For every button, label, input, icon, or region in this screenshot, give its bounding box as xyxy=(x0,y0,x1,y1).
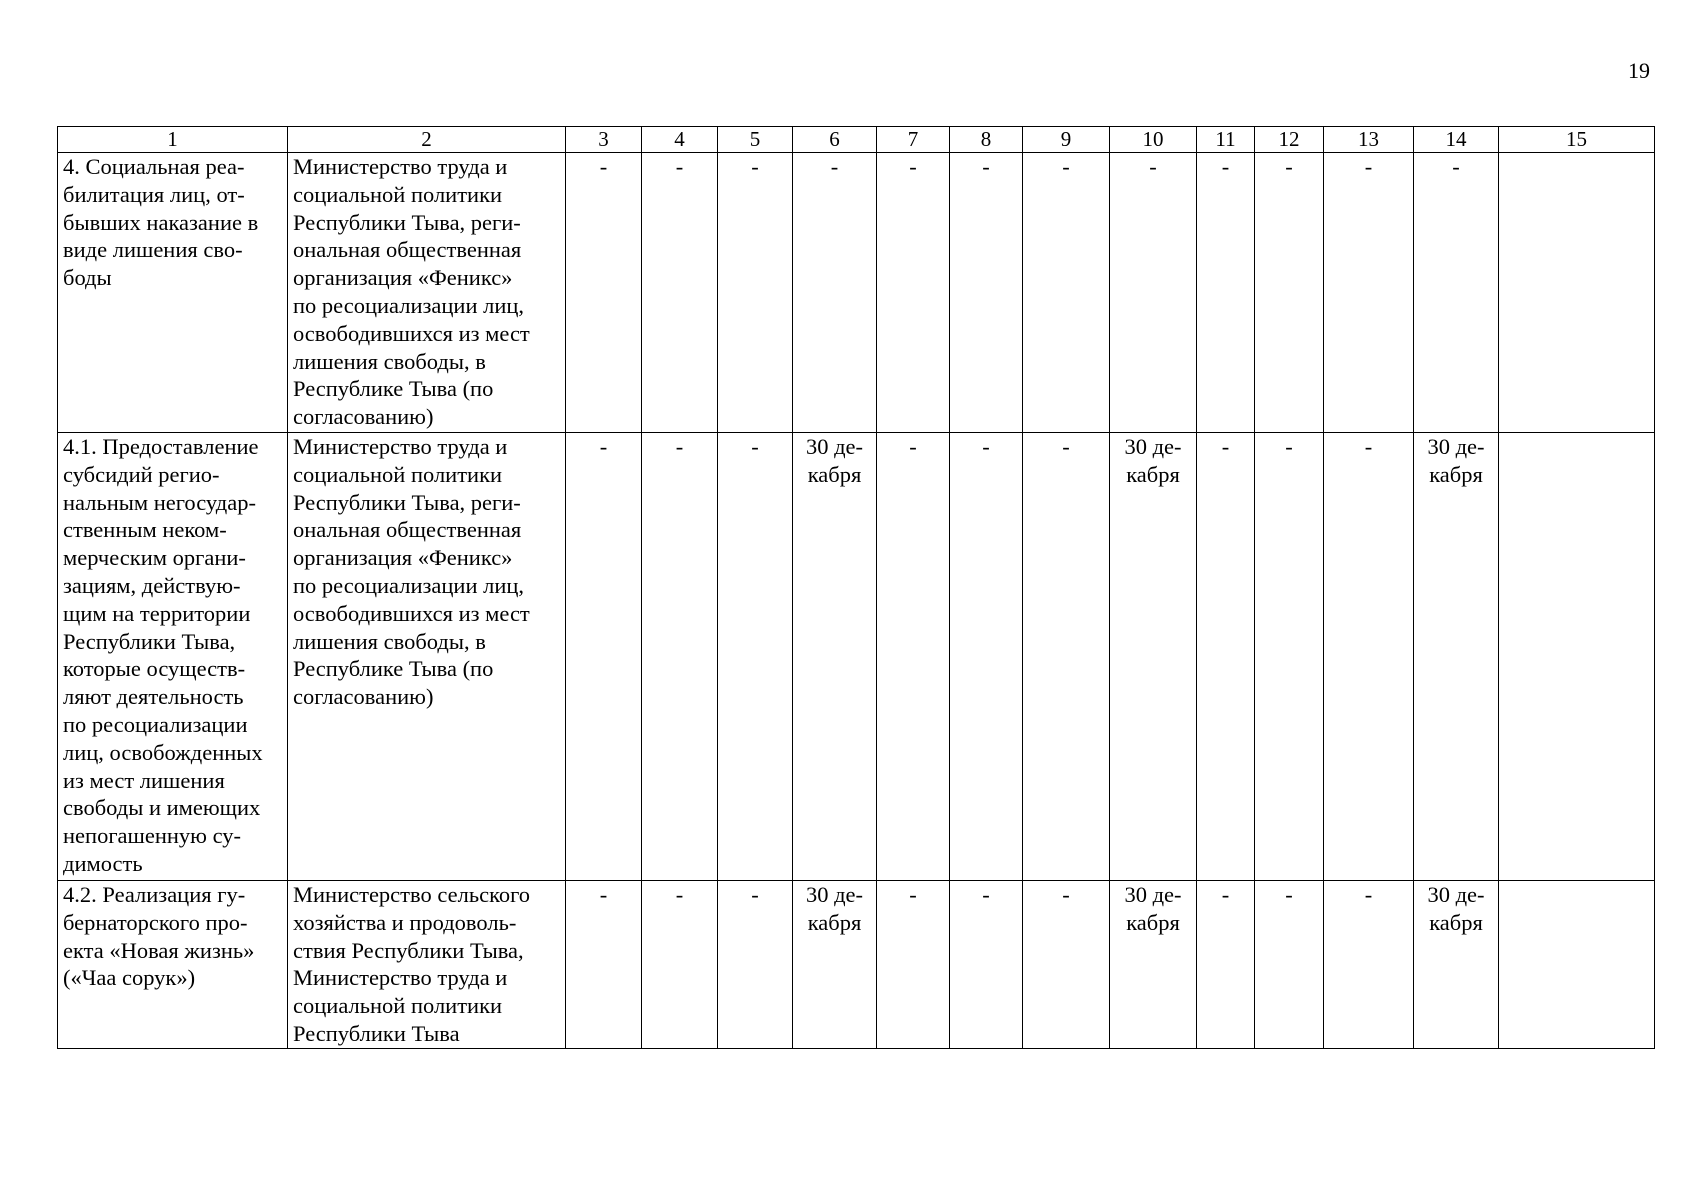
column-header: 1 xyxy=(58,127,288,153)
executor-cell: Министерство труда и социальной политики Республики Тыва, реги- ональная общественная организация «Феникс» по ресоциализации лиц, освободившихся из мест лишения свободы, в Республике Тыва (по согласованию) xyxy=(288,433,566,881)
value-cell: 30 де- кабря xyxy=(1414,433,1499,881)
column-header: 10 xyxy=(1110,127,1197,153)
value-cell: - xyxy=(1197,433,1255,881)
value-cell: - xyxy=(1414,153,1499,433)
value-cell: - xyxy=(718,881,793,1049)
value-cell: - xyxy=(1255,433,1324,881)
value-cell: - xyxy=(793,153,877,433)
executor-cell: Министерство сельского хозяйства и продоволь- ствия Республики Тыва, Министерство труда и социальной политики Республики Тыва xyxy=(288,881,566,1049)
value-cell: - xyxy=(1255,153,1324,433)
value-cell: 30 де- кабря xyxy=(1414,881,1499,1049)
value-cell: - xyxy=(566,881,642,1049)
value-cell: - xyxy=(1324,881,1414,1049)
value-cell: - xyxy=(642,433,718,881)
column-header: 7 xyxy=(877,127,950,153)
value-cell: - xyxy=(1255,881,1324,1049)
value-cell: - xyxy=(1023,881,1110,1049)
table-row xyxy=(58,881,1655,1049)
column-header: 12 xyxy=(1255,127,1324,153)
value-cell: - xyxy=(642,153,718,433)
column-header: 11 xyxy=(1197,127,1255,153)
column-header: 4 xyxy=(642,127,718,153)
value-cell: - xyxy=(566,153,642,433)
table-row xyxy=(58,433,1655,881)
value-cell: - xyxy=(642,881,718,1049)
value-cell: - xyxy=(566,433,642,881)
activities-table xyxy=(57,126,1655,1049)
value-cell: - xyxy=(1023,433,1110,881)
column-header: 6 xyxy=(793,127,877,153)
value-cell: 30 де- кабря xyxy=(1110,881,1197,1049)
column-header: 13 xyxy=(1324,127,1414,153)
activity-cell: 4.1. Предоставление субсидий регио- нальным негосудар- ственным неком- мерческим органи- зациям, действую- щим на территории Республики Тыва, которые осуществ- ляют деятельность по ресоциализации лиц, освобожденных из мест лишения свободы и имеющих непогашенную су- димость xyxy=(58,433,288,881)
value-cell: - xyxy=(950,433,1023,881)
value-cell: - xyxy=(1023,153,1110,433)
column-header: 9 xyxy=(1023,127,1110,153)
page-number: 19 xyxy=(1628,58,1650,83)
value-cell xyxy=(1499,433,1655,881)
value-cell: 30 де- кабря xyxy=(1110,433,1197,881)
value-cell: - xyxy=(718,153,793,433)
value-cell: - xyxy=(1324,153,1414,433)
activity-cell: 4. Социальная реа- билитация лиц, от- бывших наказание в виде лишения сво- боды xyxy=(58,153,288,433)
value-cell: - xyxy=(877,153,950,433)
column-header: 15 xyxy=(1499,127,1655,153)
value-cell: - xyxy=(950,881,1023,1049)
value-cell: - xyxy=(1197,881,1255,1049)
value-cell: - xyxy=(1197,153,1255,433)
column-header: 8 xyxy=(950,127,1023,153)
value-cell: - xyxy=(950,153,1023,433)
column-header: 14 xyxy=(1414,127,1499,153)
value-cell xyxy=(1499,153,1655,433)
value-cell: - xyxy=(877,433,950,881)
value-cell: - xyxy=(1324,433,1414,881)
value-cell: - xyxy=(877,881,950,1049)
column-header: 2 xyxy=(288,127,566,153)
header-row xyxy=(58,127,1655,153)
column-header: 3 xyxy=(566,127,642,153)
value-cell: 30 де- кабря xyxy=(793,881,877,1049)
value-cell: - xyxy=(718,433,793,881)
executor-cell: Министерство труда и социальной политики Республики Тыва, реги- ональная общественная организация «Феникс» по ресоциализации лиц, освободившихся из мест лишения свободы, в Республике Тыва (по согласованию) xyxy=(288,153,566,433)
value-cell: 30 де- кабря xyxy=(793,433,877,881)
table-row xyxy=(58,153,1655,433)
value-cell xyxy=(1499,881,1655,1049)
column-header: 5 xyxy=(718,127,793,153)
activity-cell: 4.2. Реализация гу- бернаторского про- екта «Новая жизнь» («Чаа сорук») xyxy=(58,881,288,1049)
value-cell: - xyxy=(1110,153,1197,433)
